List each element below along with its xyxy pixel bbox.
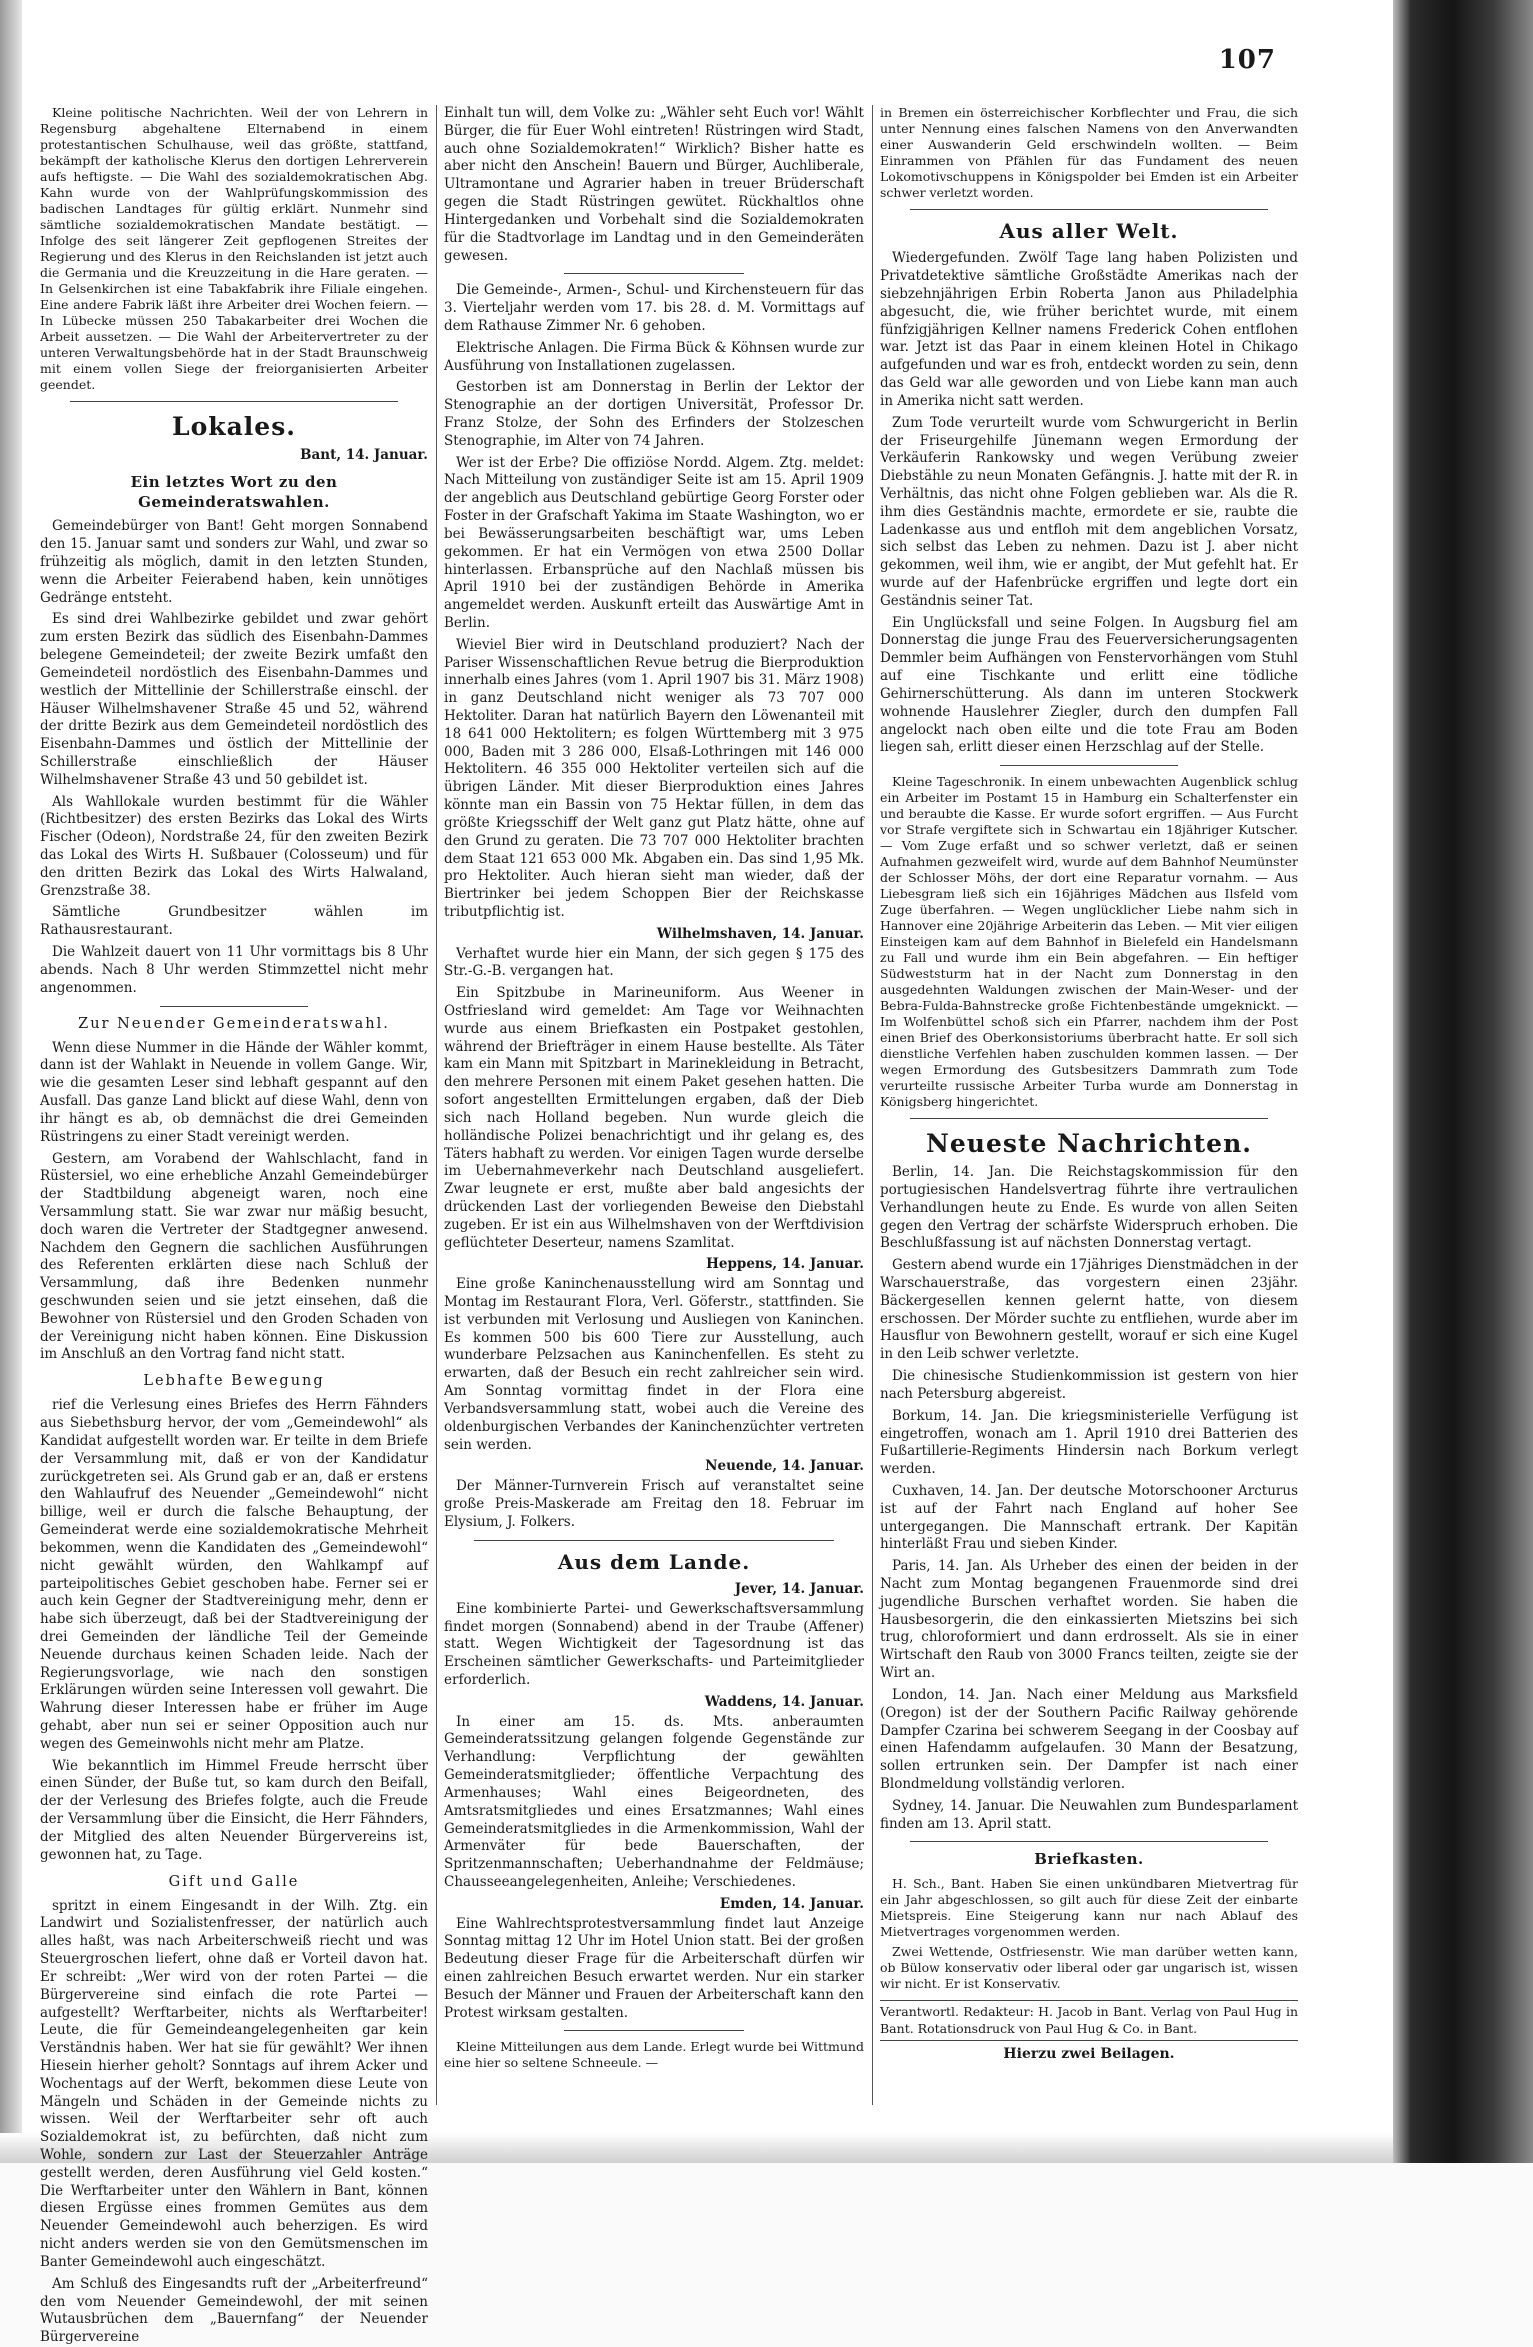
news-item: Zum Tode verurteilt wurde vom Schwurgericht in Berlin der Friseurgehilfe Jünemann wegen Ermordung der Verkäuferin Rankowsky und wegen Verübung zweier Diebstähle zu neun Monaten Gefängnis. J. hatte mit der R. in Verhältnis, das nicht ohne Folgen geblieben war. Als die R. ihm dies Geständnis machte, ermordete er sie, raubte die Ladenkasse aus und entfloh mit dem angeblichen Vorsatz, sich selbst das Leben zu nehmen. Dazu ist J. aber nicht gekommen, weil ihm, wie er angibt, der Mut gefehlt hat. Er wurde auf der Hafenbrücke ergriffen und legte dort ein Geständnis seiner Tat. [880,414,1298,609]
dateline: Waddens, 14. Januar. [704,1693,864,1710]
article-title: Zur Neuender Gemeinderatswahl. [78,1015,390,1032]
news-item: Ein Spitzbube in Marineuniform. Aus Weener in Ostfriesland wird gemeldet: Am Tage vor Weihnachten wurde aus einem Briefkasten ein Postpaket gestohlen, während der Briefträger in einem Hause bestellte. Als Täter kam ein Mann mit Spitzbart in Marinekleidung in Betracht, den mehrere Personen mit einem Paket gesehen hatten. Die sofort angestellten Ermittelungen ergaben, daß der Dieb sich nach Holland begeben. Nun wurde gleich die holländische Polizei benachrichtigt und ihr gelang es, des Täters habhaft zu werden. Vor einigen Tagen wurde derselbe im Uebernahmeverkehr nach Deutschland ausgeliefert. Zwar leugnete er erst, mußte aber bald angesichts der drückenden Last der vorliegenden Beweise den Diebstahl zugeben. Er ist ein aus Wilhelmshaven von der Werftdivision geflüchteter Deserteur, namens Szamlitat. [444,985,864,1251]
divider [1000,765,1178,766]
divider [910,1118,1268,1119]
column-rule [436,105,437,2105]
imprint: Verantwortl. Redakteur: H. Jacob in Bant. Verlag von Paul Hug in Bant. Rotationsdruck von Paul Hug & Co. in Bant. [880,2000,1298,2041]
article-title: Lebhafte Bewegung [143,1373,325,1390]
dateline: Emden, 14. Januar. [719,1895,864,1912]
news-item: Wer ist der Erbe? Die offiziöse Nordd. Algem. Ztg. meldet: Nach Mitteilung von zuständiger Seite ist am 15. April 1909 der angeblich aus Deutschland gebürtige Georg Forster oder Foster in der Grafschaft Yakima im Staate Washington, wo er bei Bewässerungsarbeiten beschäftigt war, ums Leben gekommen. Er hat ein Vermögen von etwa 2500 Dollar hinterlassen. Erbansprüche auf den Nachlaß müssen bis April 1910 bei der zuständigen Behörde in Amerika angemeldet werden. Auskunft erteilt das Auswärtige Amt in Berlin. [444,454,864,631]
section-title-neueste-nachrichten: Neueste Nachrichten. [926,1129,1252,1159]
paragraph: Am Schluß des Eingesandts ruft der „Arbeiterfreund“ den vom Neuender Gemeindewohl, der mit seinen Wutausbrüchen dem „Bauernfang“ der Neuender Bürgervereine [40,2275,428,2346]
news-item: London, 14. Jan. Nach einer Meldung aus Marksfield (Oregon) ist der der Southern Pacific Railway gehörende Dampfer Czarina bei schwerem Seegang in der Coosbay auf einen Hafendamm aufgelaufen. 30 Mann der Besatzung, sollen ertrunken sein. Der Dampfer ist nach einer Blondmeldung vollständig verloren. [880,1686,1298,1792]
dateline: Bant, 14. Januar. [300,447,428,463]
news-item: Eine Wahlrechtsprotestversammlung findet laut Anzeige Sonntag mittag 12 Uhr im Hotel Union statt. Bei der großen Bedeutung dieser Frage für die Arbeiterschaft dürfen wir einen zahlreichen Besuch erwartet werden. Nur ein starker Besuch der Männer und Frauen der Arbeiterschaft kann den Protest wirksam gestalten. [444,1915,864,2021]
news-item: Elektrische Anlagen. Die Firma Bück & Köhnsen wurde zur Ausführung von Installationen zugelassen. [444,339,864,374]
news-item: Wieviel Bier wird in Deutschland produziert? Nach der Pariser Wissenschaftlichen Revue betrug die Bierproduktion innerhalb eines Jahres (vom 1. April 1907 bis 31. März 1908) in ganz Deutschland nicht weniger als 73 707 000 Hektoliter. Daran hat natürlich Bayern den Löwenanteil mit 18 641 000 Hektolitern; es folgen Württemberg mit 3 975 000, Baden mit 3 286 000, Elsaß-Lothringen mit 146 000 Hektolitern. 46 355 000 Hektoliter verteilen sich auf die übrigen Länder. Mit dieser Bierproduktion eines Jahres könnte man ein Bassin von 75 Hektar füllen, in dem das größte Kriegsschiff der Welt ganz gut Platz hätte, ohne auf den Grund zu geraten. Die 73 707 000 Hektoliter brachten dem Staat 121 653 000 Mk. Abgaben ein. Das sind 1,95 Mk. pro Hektoliter. Auch hieran sieht man wieder, daß der Biertrinker bei jedem Schoppen Bier der Reichskasse tributpflichtig ist. [444,636,864,920]
news-item: Borkum, 14. Jan. Die kriegsministerielle Verfügung ist eingetroffen, wonach am 1. April 1910 drei Batterien des Fußartillerie-Regiments Hindersin nach Borkum verlegt werden. [880,1407,1298,1478]
column-1 [40,105,428,2346]
divider [910,1841,1268,1842]
column-rule [872,105,873,2105]
news-item: Kleine Tageschronik. In einem unbewachten Augenblick schlug ein Arbeiter im Postamt 15 in Hamburg ein Schalterfenster ein und beraubte die Kasse. Er wurde sofort ergriffen. — Aus Furcht vor Strafe vergiftete sich in Schwartau ein 18jähriger Kutscher. — Vom Zuge erfaßt und so schwer verletzt, daß er seinen Aufnahmen gezweifelt wird, wurde auf dem Bahnhof Neumünster der Schlosser Möhs, der dort eine Reparatur vornahm. — Aus Liebesgram ließ sich ein 16jähriges Mädchen aus Ilsfeld vom Zuge überfahren. — Wegen unglücklicher Liebe nahm sich in Hannover eine 20jährige Arbeiterin das Leben. — Mit vier eiligen Einsteigen kam auf dem Bahnhof in Bielefeld ein Handelsmann zu Fall und wurde ihm ein Bein abgefahren. — Ein heftiger Südweststurm hat in der Nacht zum Donnerstag in den ausgedehnten Waldungen zwischen der Main-Weser- und der Bebra-Fulda-Bahnstrecke große Fichtenbestände umgeknickt. — Im Wolfenbüttel schoß sich ein Pfarrer, nachdem ihm der Post einen Brief des Oberkonsistoriums überbracht hatte. Er soll sich dienstliche Verfehlen haben zuschulden kommen lassen. — Der wegen Ermordung des Gutsbesitzers Dammrath zum Tode verurteilte russische Arbeiter Turba wurde am Donnerstag in Königsberg hingerichtet. [880,774,1298,1110]
column-3 [880,105,1298,2115]
letter-answer: H. Sch., Bant. Haben Sie einen unkündbaren Mietvertrag für ein Jahr abgeschlossen, so gilt auch für diese Zeit der einbarte Mietspreis. Eine Steigerung kann nur nach Ablauf des Mietvertrages vorgenommen werden. [880,1876,1298,1940]
news-item: Die chinesische Studienkommission ist gestern von hier nach Petersburg abgereist. [880,1368,1298,1402]
divider [70,401,398,402]
paragraph: Wie bekanntlich im Himmel Freude herrscht über einen Sünder, der Buße tut, so kam durch den Beifall, der der Verlesung des Briefes folgte, auch die Freude der Versammlung über die Einsicht, die Herr Fähnders, der Mitglied des alten Neuender Bürgervereins ist, gewonnen hat, zu Tage. [40,1757,428,1863]
news-item: Gestorben ist am Donnerstag in Berlin der Lektor der Stenographie an der dortigen Universität, Professor Dr. Franz Stolze, der Sohn des Erfinders der Stolzeschen Stenographie, im Alter von 74 Jahren. [444,379,864,449]
dateline: Neuende, 14. Januar. [705,1458,864,1475]
dateline: Jever, 14. Januar. [734,1580,864,1597]
paragraph: Es sind drei Wahlbezirke gebildet und zwar gehört zum ersten Bezirk das südlich des Eisenbahn-Dammes belegene Gemeindeteil; der zweite Bezirk umfaßt den Gemeindeteil nordöstlich des Eisenbahn-Dammes und westlich der Mittellinie der Schillerstraße einschl. der Häuser Wilhelmshavener Straße 45 und 52, während der dritte Bezirk aus dem Gemeindeteil nordöstlich des Eisenbahn-Dammes und östlich der Mittellinie der Schillerstraße einschließlich der Häuser Wilhelmshavener Straße 43 und 50 gebildet ist. [40,611,428,788]
news-item: Gestern abend wurde ein 17jähriges Dienstmädchen in der Warschauerstraße, das vorgestern einen 23jähr. Bäckergesellen kennen gelernt hatte, von diesem erschossen. Der Mörder suchte zu entfliehen, wurde aber im Hausflur von Bewohnern gestellt, worauf er sich eine Kugel in den Leib schwer verletzte. [880,1257,1298,1363]
paragraph: spritzt in einem Eingesandt in der Wilh. Ztg. ein Landwirt und Sozialistenfresser, der natürlich auch alles haßt, was nach Arbeiterschweiß riecht und was Steuergroschen liefert, ohne daß er Vorteil davon hat. Er schreibt: „Wer wird von der roten Partei — die Bürgervereine sind einfach die rote Partei — aufgestellt? Werftarbeiter, nichts als Werftarbeiter! Leute, die für Gemeindeangelegenheiten gar kein Verständnis haben. Wer hat sie für gewählt? Wer ihnen Hiesein hierher geholt? Sonntags auf ihrem Acker und Wochentags auf der Werft, bekommen diese Leute von Mängeln und Schäden in der Gemeinde nichts zu wissen. Weil der Werftarbeiter sehr oft auch Sozialdemokrat ist, zu befürchten, daß nicht zum Wohle, sondern zur Last der Steuerzahler Anträge gestellt werden, deren Ausführung viel Geld kosten.“ Die Werftarbeiter unter den Wählern in Bant, können diesen Ergüsse eines frommen Gemütes aus dem Neuender Gemeindewohl auch beherzigen. Es wird nicht anders werden sie von den Gemütsmenschen im Banter Gemeindewohl auch eingeschätzt. [40,1897,428,2270]
section-title-aus-dem-lande: Aus dem Lande. [557,1549,751,1574]
book-binding [1393,0,1533,2163]
letter-answer: Zwei Wettende, Ostfriesenstr. Wie man darüber wetten kann, ob Bülow konservativ oder liberal oder gar ungarisch ist, wissen wir nicht. Er ist Konservativ. [880,1944,1298,1992]
dateline: Wilhelmshaven, 14. Januar. [656,925,864,942]
divider [564,2030,744,2031]
divider [564,273,744,274]
news-item: Paris, 14. Jan. Als Urheber des einen der beiden in der Nacht zum Montag begangenen Frauenmorde sind drei jugendliche Burschen verhaftet worden. Sie haben die Hausbesorgerin, die den einkassierten Mietszins bei sich trug, chloroformiert und dann erdrosselt. Als sie in einer Wirtschaft den Raub von 3000 Francs teilten, zeigte sie der Wirt an. [880,1558,1298,1682]
paragraph: Als Wahllokale wurden bestimmt für die Wähler (Richtbesitzer) des ersten Bezirks das Lokal des Wirts Fischer (Odeon), Nordstraße 24, für den zweiten Bezirk das Lokal des Wirts H. Sußbauer (Colosseum) und für den dritten Bezirk das Lokal des Wirts Halwaland, Grenzstraße 38. [40,793,428,899]
kleine-politische-nachrichten: Kleine politische Nachrichten. Weil der von Lehrern in Regensburg abgehaltene Elternabend in einem protestantischen Schulhause, weil das größte, stattfand, bekämpft der katholische Klerus den dortigen Lehrerverein aufs heftigste. — Die Wahl des sozialdemokratischen Abg. Kahn wurde von der Wahlprüfungskommission des badischen Landtages für gültig erklärt. Nunmehr sind sämtliche sozialdemokratischen Mandate bestätigt. — Infolge des seit längerer Zeit gepflogenen Streites der Regierung und des Klerus in den Reichslanden ist jetzt auch die Germania und die Kreuzzeitung in die Hare geraten. — In Gelsenkirchen ist eine Tabakfabrik ihre Filiale eingehen. Eine andere Fabrik läßt ihre Arbeiter drei Wochen feiern. — In Lübecke müssen 250 Tabakarbeiter drei Wochen die Arbeit aussetzen. — Die Wahl der Arbeitervertreter zu der unteren Verwaltungsbehörde hat in der Stadt Braunschweig mit einem vollen Siege der freiorganisierten Arbeiter geendet. [40,105,428,392]
paragraph: Einhalt tun will, dem Volke zu: „Wähler seht Euch vor! Wählt Bürger, die für Euer Wohl eintreten! Rüstringen wird Stadt, auch ohne Sozialdemokraten!“ Wirklich? Bisher hatte es aber nicht den Anschein! Bauern und Bürger, Auchliberale, Ultramontane und Agrarier haben in treuer Brüderschaft gegen die Stadt Rüstringen gewütet. Rückhaltlos ohne Hintergedanken und Vorbehalt sind die Sozialdemokraten für die Stadtvorlage im Landtag und in den Gemeinderäten gewesen. [444,105,864,264]
page-number: 107 [1218,45,1276,75]
news-item: Die Gemeinde-, Armen-, Schul- und Kirchensteuern für das 3. Vierteljahr werden vom 17. bis 28. d. M. Vormittags auf dem Rathause Zimmer Nr. 6 gehoben. [444,282,864,334]
divider [474,1540,834,1541]
column-2 [444,105,864,2115]
newspaper-page [40,45,1298,2346]
section-title-briefkasten: Briefkasten. [1034,1850,1144,1869]
news-item: Sydney, 14. Januar. Die Neuwahlen zum Bundesparlament finden am 13. April statt. [880,1797,1298,1832]
paragraph: rief die Verlesung eines Briefes des Herrn Fähnders aus Siebethsburg hervor, der vom „Gemeindewohl“ als Kandidat aufgestellt worden war. Er teilte in dem Briefe der Versammlung mit, daß er von der Kandidatur zurückgetreten sei. Als Grund gab er an, daß er erstens den Wahlaufruf des Neuender „Gemeindewohl“ nicht billige, weil er durch die falsche Behauptung, der Gemeinderat werde eine sozialdemokratische Mehrheit bekommen, wenn die Kandidaten des „Gemeindewohl“ nicht gewählt würden, den Wahlkampf auf parteipolitisches Gebiet geschoben habe. Ferner sei er auch kein Gegner der Stadtvereinigung mehr, denn er habe sich überzeugt, daß bei der Stadtvereinigung der drei Gemeinden der ländliche Teil der Gemeinde Neuende durchaus keinen Schaden leide. Nach der Regierungsvorlage, wie nach den sonstigen Erklärungen würden seine Interessen voll gewahrt. Die Wahrung dieser Interessen habe er früher im Auge gehabt, aber nun sei er seiner Opposition auch nur wegen des Gemeinwohls nicht mehr am Platze. [40,1397,428,1752]
news-item: Der Männer-Turnverein Frisch auf veranstaltet seine große Preis-Maskerade am Freitag den 18. Februar im Elysium, J. Folkers. [444,1478,864,1530]
news-item: Berlin, 14. Jan. Die Reichstagskommission für den portugiesischen Handelsvertrag führte ihre vertraulichen Verhandlungen heute zu Ende. Es wurde von allen Seiten gegen den Vertrag der schärfste Widerspruch erhoben. Die Beschlußfassung ist auf nächsten Donnerstag vertagt. [880,1164,1298,1252]
paragraph: Gestern, am Vorabend der Wahlschlacht, fand in Rüstersiel, wo eine erhebliche Anzahl Gemeindebürger der Stadtbildung abgeneigt waren, noch eine Versammlung statt. Sie war zwar nur mäßig besucht, doch waren die Vertreter der Stadtgegner anwesend. Nachdem den Gegnern die sachlichen Ausführungen des Referenten erklärten diese nach Schluß der Versammlung, daß ihre Bedenken nunmehr geschwunden seien und sie jetzt einsehen, daß die Bewohner von Rüstersiel und den Groden Schaden von der Vereinigung nicht haben können. Eine Diskussion im Anschluß an den Vortrag fand nicht statt. [40,1150,428,1363]
paragraph: Wenn diese Nummer in die Hände der Wähler kommt, dann ist der Wahlakt in Neuende in vollem Gange. Wir, wie die gesamten Leser sind lebhaft gespannt auf den Ausfall. Das ganze Land blickt auf diese Wahl, denn von ihr hängt es ab, ob demnächst die drei Gemeinden Rüstringens zu einer Stadt vereinigt werden. [40,1039,428,1145]
paragraph: Gemeindebürger von Bant! Geht morgen Sonnabend den 15. Januar samt und sonders zur Wahl, und zwar so frühzeitig als möglich, damit in den letzten Stunden, wenn die Arbeiter Feierabend haben, kein unnötiges Gedränge entsteht. [40,518,428,606]
paragraph: in Bremen ein österreichischer Korbflechter und Frau, die sich unter Nennung eines falschen Namens von den Anverwandten einer Auswanderin Geld erschwindeln wollten. — Beim Einrammen von Pfählen für das Fundament des neuen Lokomotivschuppens in Königspolder bei Emden ist ein Arbeiter schwer verletzt worden. [880,105,1298,200]
supplements-note: Hierzu zwei Beilagen. [1003,2046,1175,2063]
divider [160,1006,308,1007]
news-item: Cuxhaven, 14. Jan. Der deutsche Motorschooner Arcturus ist auf der Fahrt nach England auf hoher See untergegangen. Die Mannschaft ertrank. Der Kapitän hinterläßt Frau und sieben Kinder. [880,1482,1298,1553]
news-item: Wiedergefunden. Zwölf Tage lang haben Polizisten und Privatdetektive sämtliche Großstädte Amerikas nach der siebzehnjährigen Erbin Roberta Janon aus Philadelphia abgesucht, die, wie früher berichtet wurde, mit einem fünfzigjährigen Kellner namens Frederick Cohen entflohen war. Jetzt ist das Paar in einem kleinen Hotel in Chikago aufgefunden und war es froh, entdeckt worden zu sein, denn das Geld war alle geworden und von Liebe kann man auch in Amerika nicht satt werden. [880,250,1298,409]
article-title: Gift und Galle [168,1873,300,1890]
section-title-aus-aller-welt: Aus aller Welt. [999,219,1179,243]
divider [910,209,1268,210]
news-item: Eine kombinierte Partei- und Gewerkschaftsversammlung findet morgen (Sonnabend) abend in der Traube (Affener) statt. Wegen Wichtigkeit der Tagesordnung ist das Erscheinen sämtlicher Gewerkschafts- und Parteimitglieder erforderlich. [444,1600,864,1689]
news-item: In einer am 15. ds. Mts. anberaumten Gemeinderatssitzung gelangen folgende Gegenstände zur Verhandlung: Verpflichtung der gewählten Gemeinderatsmitglieder; öffentliche Verpachtung des Armenhauses; Wahl eines Beigeordneten, des Amtsratsmitgliedes und eines Ersatzmannes; Wahl eines Gemeinderatsmitgliedes in die Armenkommission, Wahl der Armenväter für bede Bauerschaften, der Spritzenmannschaften; Ueberhandnahme der Feldmäuse; Chausseeangelegenheiten, Anleihe; Verschiedenes. [444,1713,864,1890]
news-item: Kleine Mitteilungen aus dem Lande. Erlegt wurde bei Wittmund eine hier so seltene Schneeule. — [444,2039,864,2071]
news-item: Ein Unglücksfall und seine Folgen. In Augsburg fiel am Donnerstag die junge Frau des Feuerversicherungsagenten Demmler beim Aufhängen von Fenstervorhängen vom Stuhl auf eine Tischkante und erlitt eine tödliche Gehirnerschütterung. Als dann im unteren Stockwerk wohnende Hauslehrer Ziegler, durch den dumpfen Fall angelockt nach oben eilte und die tote Frau am Boden liegen sah, erlitt dieser einen Herzschlag auf der Stelle. [880,614,1298,756]
news-item: Eine große Kaninchenausstellung wird am Sonntag und Montag im Restaurant Flora, Verl. Göferstr., stattfinden. Sie ist verbunden mit Verlosung und Ausliegen von Kaninchen. Es kommen 500 bis 600 Tiere zur Ausstellung, auch wunderbare Pelzsachen aus Kaninchenfellen. Es steht zu erwarten, daß der Besuch ein recht zahlreicher sein wird. Am Sonntag vormittag findet in der Flora eine Verbandsversammlung statt, wobei auch die Vereine des oldenburgischen Verbandes der Kaninchenzüchter vertreten sein werden. [444,1276,864,1453]
news-item: Verhaftet wurde hier ein Mann, der sich gegen § 175 des Str.-G.-B. vergangen hat. [444,945,864,980]
article-title: Ein letztes Wort zu den Gemeinderatswahlen. [130,472,338,511]
dateline: Heppens, 14. Januar. [706,1256,864,1273]
section-title-lokales: Lokales. [172,412,296,441]
paragraph: Sämtliche Grundbesitzer wählen im Rathausrestaurant. [40,904,428,939]
page-left-edge [0,0,22,2163]
paragraph: Die Wahlzeit dauert von 11 Uhr vormittags bis 8 Uhr abends. Nach 8 Uhr werden Stimmzettel nicht mehr angenommen. [40,944,428,996]
